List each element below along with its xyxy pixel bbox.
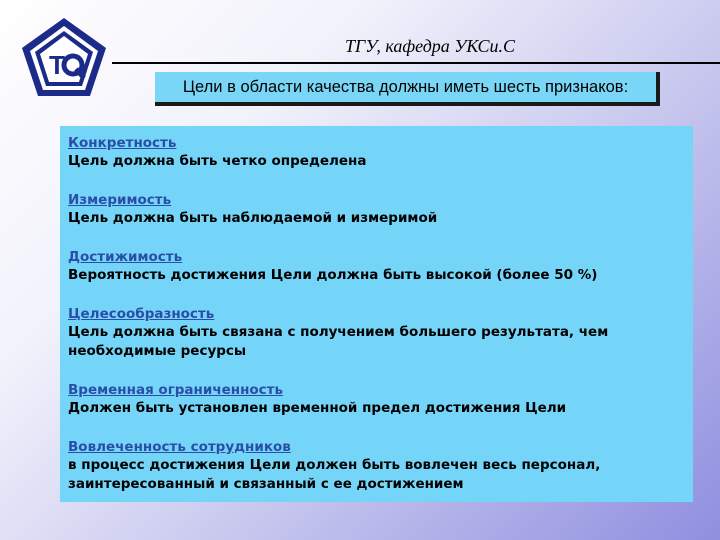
list-item: [68, 248, 685, 285]
content-panel: [60, 126, 693, 502]
subtitle-banner: Цели в области качества должны иметь шесть признаков:: [155, 72, 660, 106]
item-description: в процесс достижения Цели должен быть вовлечен весь персонал, заинтересованный и связанный с ее достижением: [68, 457, 601, 492]
list-item: [68, 438, 685, 494]
item-title-link[interactable]: Достижимость: [68, 249, 183, 265]
list-item: [68, 305, 685, 361]
item-title-link[interactable]: Конкретность: [68, 135, 177, 151]
svg-text:Т: Т: [49, 50, 65, 80]
item-description: Цель должна быть связана с получением большего результата, чем необходимые ресурсы: [68, 324, 609, 359]
item-title-link[interactable]: Измеримость: [68, 192, 172, 208]
header-title: ТГУ, кафедра УКСи.С: [344, 36, 516, 56]
item-title-link[interactable]: Целесообразность: [68, 306, 215, 322]
list-item: [68, 191, 685, 228]
header-divider: [112, 62, 720, 64]
list-item: [68, 134, 685, 171]
tq-logo: [18, 14, 110, 100]
item-title-link[interactable]: Временная ограниченность: [68, 382, 284, 398]
item-title-link[interactable]: Вовлеченность сотрудников: [68, 439, 291, 455]
item-description: Должен быть установлен временной предел достижения Цели: [68, 400, 567, 416]
item-description: Цель должна быть четко определена: [68, 153, 367, 169]
list-item: [68, 381, 685, 418]
item-description: Цель должна быть наблюдаемой и измеримой: [68, 210, 438, 226]
item-description: Вероятность достижения Цели должна быть высокой (более 50 %): [68, 267, 598, 283]
